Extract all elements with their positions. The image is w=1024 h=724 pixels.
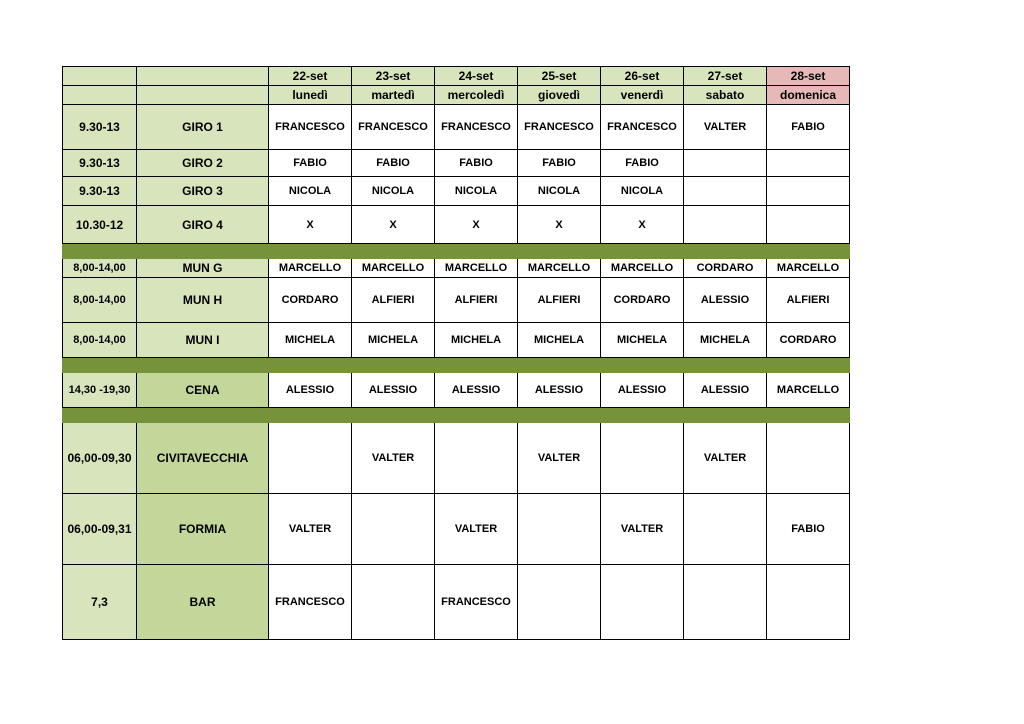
assignment-cell: X xyxy=(518,206,601,244)
assignment-cell: FRANCESCO xyxy=(269,105,352,150)
row-time: 9.30-13 xyxy=(63,105,137,150)
row-time: 14,30 -19,30 xyxy=(63,373,137,408)
assignment-cell: ALESSIO xyxy=(684,278,767,323)
assignment-cell: NICOLA xyxy=(352,177,435,206)
day-header: mercoledì xyxy=(435,86,518,105)
header-blank-cell xyxy=(137,86,269,105)
table-row xyxy=(63,206,850,244)
table-row xyxy=(63,373,850,408)
assignment-cell xyxy=(684,177,767,206)
assignment-cell: ALESSIO xyxy=(435,373,518,408)
assignment-cell: FABIO xyxy=(767,105,850,150)
assignment-cell xyxy=(684,206,767,244)
separator-row xyxy=(63,408,850,423)
row-name: BAR xyxy=(137,565,269,640)
assignment-cell xyxy=(684,494,767,565)
separator-row xyxy=(63,358,850,373)
assignment-cell: X xyxy=(352,206,435,244)
assignment-cell: ALESSIO xyxy=(269,373,352,408)
row-time: 06,00-09,31 xyxy=(63,494,137,565)
separator-row xyxy=(63,244,850,259)
assignment-cell: VALTER xyxy=(601,494,684,565)
assignment-cell: VALTER xyxy=(269,494,352,565)
assignment-cell xyxy=(767,565,850,640)
assignment-cell xyxy=(684,150,767,177)
assignment-cell: MICHELA xyxy=(435,323,518,358)
row-name: CENA xyxy=(137,373,269,408)
assignment-cell xyxy=(352,494,435,565)
assignment-cell: CORDARO xyxy=(269,278,352,323)
day-header: lunedì xyxy=(269,86,352,105)
assignment-cell: X xyxy=(435,206,518,244)
assignment-cell xyxy=(518,565,601,640)
assignment-cell xyxy=(684,565,767,640)
assignment-cell: CORDARO xyxy=(684,259,767,278)
row-time: 8,00-14,00 xyxy=(63,323,137,358)
separator-bar xyxy=(63,244,850,259)
schedule-table xyxy=(62,66,850,640)
assignment-cell: NICOLA xyxy=(601,177,684,206)
assignment-cell xyxy=(767,206,850,244)
row-time: 8,00-14,00 xyxy=(63,278,137,323)
header-days-row xyxy=(63,86,850,105)
assignment-cell: MARCELLO xyxy=(601,259,684,278)
row-name: GIRO 1 xyxy=(137,105,269,150)
assignment-cell: FRANCESCO xyxy=(435,565,518,640)
table-row xyxy=(63,259,850,278)
row-name: MUN G xyxy=(137,259,269,278)
assignment-cell: MICHELA xyxy=(518,323,601,358)
assignment-cell: FRANCESCO xyxy=(435,105,518,150)
day-header: giovedì xyxy=(518,86,601,105)
assignment-cell: FRANCESCO xyxy=(352,105,435,150)
assignment-cell: MICHELA xyxy=(269,323,352,358)
date-header: 27-set xyxy=(684,67,767,86)
row-time: 9.30-13 xyxy=(63,177,137,206)
assignment-cell: NICOLA xyxy=(518,177,601,206)
date-header-sunday: 28-set xyxy=(767,67,850,86)
assignment-cell: MARCELLO xyxy=(435,259,518,278)
assignment-cell: NICOLA xyxy=(269,177,352,206)
assignment-cell: CORDARO xyxy=(601,278,684,323)
row-time: 7,3 xyxy=(63,565,137,640)
date-header: 22-set xyxy=(269,67,352,86)
assignment-cell: VALTER xyxy=(684,423,767,494)
assignment-cell: NICOLA xyxy=(435,177,518,206)
assignment-cell: ALESSIO xyxy=(352,373,435,408)
date-header: 23-set xyxy=(352,67,435,86)
assignment-cell xyxy=(601,565,684,640)
assignment-cell: CORDARO xyxy=(767,323,850,358)
assignment-cell: FRANCESCO xyxy=(601,105,684,150)
header-blank-cell xyxy=(63,67,137,86)
assignment-cell: ALESSIO xyxy=(601,373,684,408)
assignment-cell xyxy=(767,150,850,177)
separator-bar xyxy=(63,408,850,423)
assignment-cell xyxy=(601,423,684,494)
assignment-cell: FRANCESCO xyxy=(269,565,352,640)
row-time: 9.30-13 xyxy=(63,150,137,177)
row-time: 10.30-12 xyxy=(63,206,137,244)
assignment-cell: ALFIERI xyxy=(435,278,518,323)
table-row xyxy=(63,150,850,177)
date-header: 25-set xyxy=(518,67,601,86)
row-name: GIRO 3 xyxy=(137,177,269,206)
assignment-cell: MARCELLO xyxy=(352,259,435,278)
assignment-cell: ALESSIO xyxy=(518,373,601,408)
row-time: 06,00-09,30 xyxy=(63,423,137,494)
table-row xyxy=(63,323,850,358)
row-name: GIRO 2 xyxy=(137,150,269,177)
header-dates-row xyxy=(63,67,850,86)
row-time: 8,00-14,00 xyxy=(63,259,137,278)
assignment-cell xyxy=(767,177,850,206)
assignment-cell: MARCELLO xyxy=(767,259,850,278)
assignment-cell: FRANCESCO xyxy=(518,105,601,150)
assignment-cell: FABIO xyxy=(269,150,352,177)
assignment-cell: X xyxy=(269,206,352,244)
table-row xyxy=(63,278,850,323)
row-name: FORMIA xyxy=(137,494,269,565)
assignment-cell: X xyxy=(601,206,684,244)
assignment-cell: MARCELLO xyxy=(269,259,352,278)
table-row xyxy=(63,423,850,494)
assignment-cell: MARCELLO xyxy=(767,373,850,408)
row-name: MUN H xyxy=(137,278,269,323)
assignment-cell: FABIO xyxy=(601,150,684,177)
header-blank-cell xyxy=(137,67,269,86)
row-name: GIRO 4 xyxy=(137,206,269,244)
assignment-cell: ALFIERI xyxy=(518,278,601,323)
day-header: sabato xyxy=(684,86,767,105)
day-header: venerdì xyxy=(601,86,684,105)
assignment-cell: VALTER xyxy=(352,423,435,494)
date-header: 26-set xyxy=(601,67,684,86)
assignment-cell: ALFIERI xyxy=(767,278,850,323)
assignment-cell: FABIO xyxy=(435,150,518,177)
assignment-cell: VALTER xyxy=(518,423,601,494)
day-header-sunday: domenica xyxy=(767,86,850,105)
date-header: 24-set xyxy=(435,67,518,86)
assignment-cell: VALTER xyxy=(684,105,767,150)
assignment-cell: ALFIERI xyxy=(352,278,435,323)
assignment-cell: ALESSIO xyxy=(684,373,767,408)
row-name: MUN I xyxy=(137,323,269,358)
assignment-cell: MICHELA xyxy=(684,323,767,358)
table-row xyxy=(63,177,850,206)
assignment-cell: VALTER xyxy=(435,494,518,565)
assignment-cell xyxy=(352,565,435,640)
assignment-cell: FABIO xyxy=(352,150,435,177)
table-row xyxy=(63,105,850,150)
assignment-cell xyxy=(518,494,601,565)
assignment-cell xyxy=(767,423,850,494)
table-row xyxy=(63,494,850,565)
assignment-cell xyxy=(435,423,518,494)
separator-bar xyxy=(63,358,850,373)
assignment-cell: FABIO xyxy=(518,150,601,177)
assignment-cell: MARCELLO xyxy=(518,259,601,278)
day-header: martedì xyxy=(352,86,435,105)
assignment-cell: FABIO xyxy=(767,494,850,565)
table-row xyxy=(63,565,850,640)
assignment-cell: MICHELA xyxy=(601,323,684,358)
assignment-cell xyxy=(269,423,352,494)
row-name: CIVITAVECCHIA xyxy=(137,423,269,494)
assignment-cell: MICHELA xyxy=(352,323,435,358)
header-blank-cell xyxy=(63,86,137,105)
